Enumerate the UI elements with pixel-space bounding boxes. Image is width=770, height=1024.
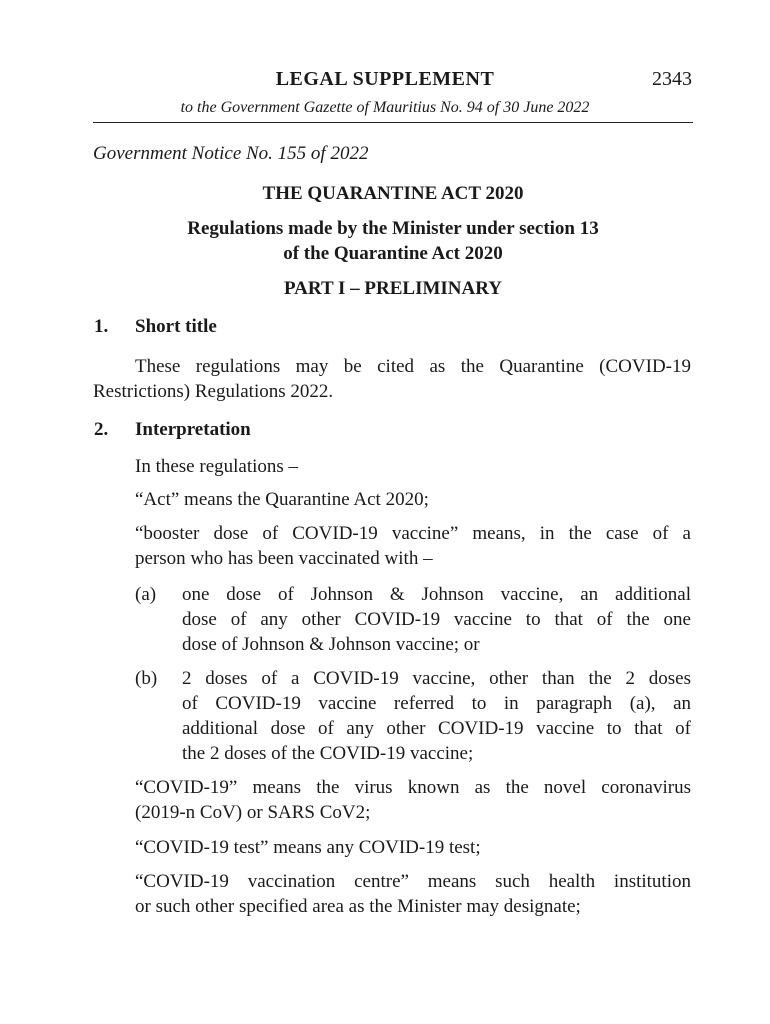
- section-1-number: 1.: [94, 316, 109, 337]
- supplement-title: LEGAL SUPPLEMENT: [275, 68, 495, 90]
- regulations-title-line-1: Regulations made by the Minister under section 13: [187, 218, 599, 239]
- item-b-line-4: the 2 doses of the COVID-19 vaccine;: [182, 743, 474, 764]
- definition-covid-test: “COVID-19 test” means any COVID-19 test;: [135, 837, 481, 858]
- definition-booster-line-1: “booster dose of COVID-19 vaccine” means, in the case of a: [135, 523, 691, 544]
- regulations-title-line-2: of the Quarantine Act 2020: [283, 243, 503, 264]
- item-a-line-1: one dose of Johnson & Johnson vaccine, an additional: [182, 584, 691, 605]
- section-1-text-line-2: Restrictions) Regulations 2022.: [93, 381, 334, 402]
- definition-booster-dose: [135, 521, 691, 571]
- definition-booster-line-2: person who has been vaccinated with –: [135, 548, 433, 569]
- part-title: PART I – PRELIMINARY: [283, 278, 503, 299]
- section-2-number: 2.: [94, 419, 109, 440]
- page-number: 2343: [652, 68, 692, 90]
- item-a-label: (a): [135, 584, 157, 605]
- definition-covid-line-2: (2019-n CoV) or SARS CoV2;: [135, 802, 371, 823]
- item-a-text: [182, 582, 691, 657]
- definition-covid-line-1: “COVID-19” means the virus known as the novel coronavirus: [135, 777, 691, 798]
- header-divider: [93, 122, 693, 123]
- definition-centre-line-1: “COVID-19 vaccination centre” means such health institution: [135, 871, 691, 892]
- section-1-text-line-1: These regulations may be cited as the Quarantine (COVID-19: [135, 356, 691, 377]
- gazette-subtitle: to the Government Gazette of Mauritius No. 94 of 30 June 2022: [180, 99, 590, 116]
- item-b-line-2: of COVID-19 vaccine referred to in paragraph (a), an: [182, 693, 691, 714]
- item-b-line-3: additional dose of any other COVID-19 vaccine to that of: [182, 718, 691, 739]
- act-title: THE QUARANTINE ACT 2020: [262, 183, 524, 204]
- section-1-text: [93, 354, 691, 404]
- item-a-line-2: dose of any other COVID-19 vaccine to that of the one: [182, 609, 691, 630]
- section-2-heading: Interpretation: [135, 419, 251, 440]
- item-b-text: [182, 666, 691, 766]
- item-b-line-1: 2 doses of a COVID-19 vaccine, other than the 2 doses: [182, 668, 691, 689]
- item-b-label: (b): [135, 668, 158, 689]
- definition-centre-line-2: or such other specified area as the Minister may designate;: [135, 896, 581, 917]
- definition-covid-19: [135, 775, 691, 825]
- definition-vaccination-centre: [135, 869, 691, 919]
- definition-act: “Act” means the Quarantine Act 2020;: [135, 489, 429, 510]
- section-1-heading: Short title: [135, 316, 217, 337]
- section-2-intro: In these regulations –: [135, 456, 299, 477]
- government-notice: Government Notice No. 155 of 2022: [93, 143, 369, 164]
- regulations-title: [93, 216, 693, 266]
- item-a-line-3: dose of Johnson & Johnson vaccine; or: [182, 634, 480, 655]
